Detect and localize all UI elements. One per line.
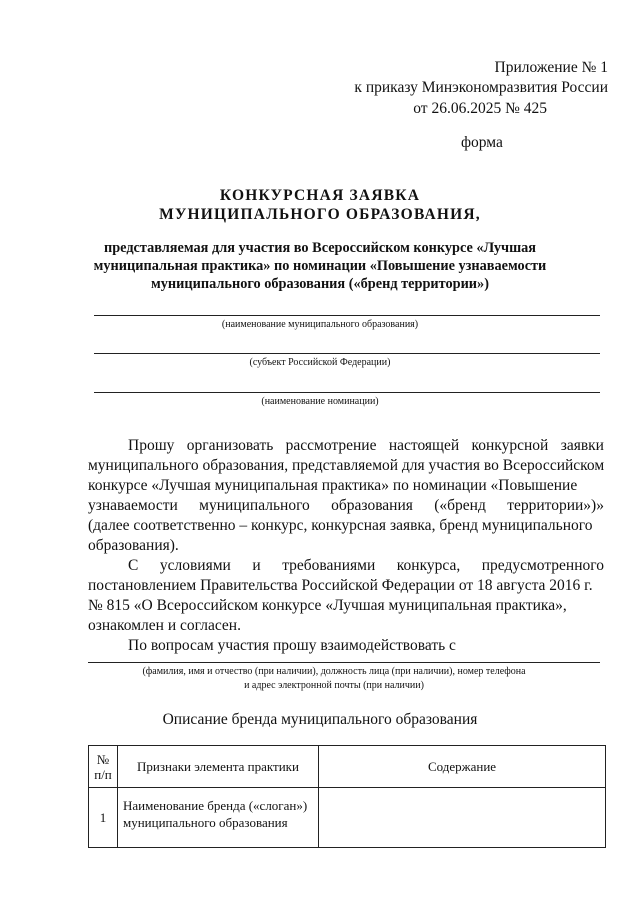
brand-section-title: Описание бренда муниципального образования <box>162 711 478 728</box>
conditions-paragraph-line2: постановлением Правительства Российской Федерации от 18 августа 2016 г. <box>88 577 593 594</box>
contact-caption-line1: (фамилия, имя и отчество (при наличии), должность лица (при наличии), номер телефона <box>142 666 526 677</box>
word: образования <box>331 497 413 514</box>
word: конкурсной <box>471 437 549 454</box>
word: организовать <box>186 437 274 454</box>
conditions-paragraph-line4: ознакомлен и согласен. <box>88 617 241 634</box>
request-paragraph-line6: образования). <box>88 537 179 554</box>
region-caption: (субъект Российской Федерации) <box>249 357 391 368</box>
word: настоящей <box>388 437 460 454</box>
header-number-sign: № <box>96 751 110 767</box>
subtitle-line3: муниципального образования («бренд территории») <box>151 276 489 292</box>
table-header-row <box>89 746 606 788</box>
municipality-field-line[interactable] <box>94 315 600 316</box>
municipality-caption: (наименование муниципального образования) <box>221 319 419 330</box>
header-feature: Признаки элемента практики <box>118 746 319 788</box>
row-feature-line1: Наименование бренда («слоган») <box>123 797 308 813</box>
order-reference: к приказу Минэкономразвития России <box>354 79 608 96</box>
word: заявки <box>560 437 604 454</box>
contact-request-text: По вопросам участия прошу взаимодействовать с <box>128 637 456 654</box>
subtitle-line2: муниципальная практика» по номинации «Повышение узнаваемости <box>93 258 547 274</box>
request-paragraph-line3: конкурсе «Лучшая муниципальная практика» по номинации «Повышение <box>88 477 578 494</box>
form-label: форма <box>461 134 503 151</box>
row-content-cell[interactable] <box>319 788 606 848</box>
word: Прошу <box>128 437 175 454</box>
row-feature <box>118 788 319 848</box>
word: условиями <box>159 557 231 574</box>
word: узнаваемости <box>88 497 178 514</box>
word: муниципального <box>199 497 310 514</box>
request-paragraph-line1 <box>128 437 604 455</box>
word: требованиями <box>282 557 376 574</box>
request-paragraph-line5: (далее соответственно – конкурс, конкурсная заявка, бренд муниципального <box>88 517 593 534</box>
conditions-paragraph-line3: № 815 «О Всероссийском конкурсе «Лучшая муниципальная практика», <box>88 597 567 614</box>
word: рассмотрение <box>285 437 377 454</box>
row-number: 1 <box>89 788 118 848</box>
subtitle-line1: представляемая для участия во Всероссийском конкурсе «Лучшая <box>103 240 537 256</box>
word: территории»)» <box>507 497 604 514</box>
header-number <box>89 746 118 788</box>
document-title-line1: КОНКУРСНАЯ ЗАЯВКА <box>219 187 421 204</box>
header-content: Содержание <box>319 746 606 788</box>
region-field-line[interactable] <box>94 353 600 354</box>
contact-person-field-line[interactable] <box>88 662 600 663</box>
table-row <box>89 788 606 848</box>
word: и <box>252 557 261 574</box>
word: конкурса, <box>396 557 461 574</box>
nomination-caption: (наименование номинации) <box>261 396 379 407</box>
brand-description-table <box>88 745 606 848</box>
word: предусмотренного <box>481 557 604 574</box>
document-title-line2: МУНИЦИПАЛЬНОГО ОБРАЗОВАНИЯ, <box>159 206 481 223</box>
conditions-paragraph-line1 <box>128 557 604 575</box>
word: С <box>128 557 139 574</box>
request-paragraph-line4 <box>88 497 604 515</box>
request-paragraph-line2: муниципального образования, представляемой для участия во Всероссийском <box>88 457 605 474</box>
header-number-abbr: п/п <box>94 766 112 782</box>
nomination-field-line[interactable] <box>94 392 600 393</box>
contact-caption-line2: и адрес электронной почты (при наличии) <box>244 680 424 691</box>
word: («бренд <box>434 497 486 514</box>
order-date: от 26.06.2025 № 425 <box>413 100 547 117</box>
appendix-number: Приложение № 1 <box>494 59 608 76</box>
row-feature-line2: муниципального образования <box>123 814 288 830</box>
